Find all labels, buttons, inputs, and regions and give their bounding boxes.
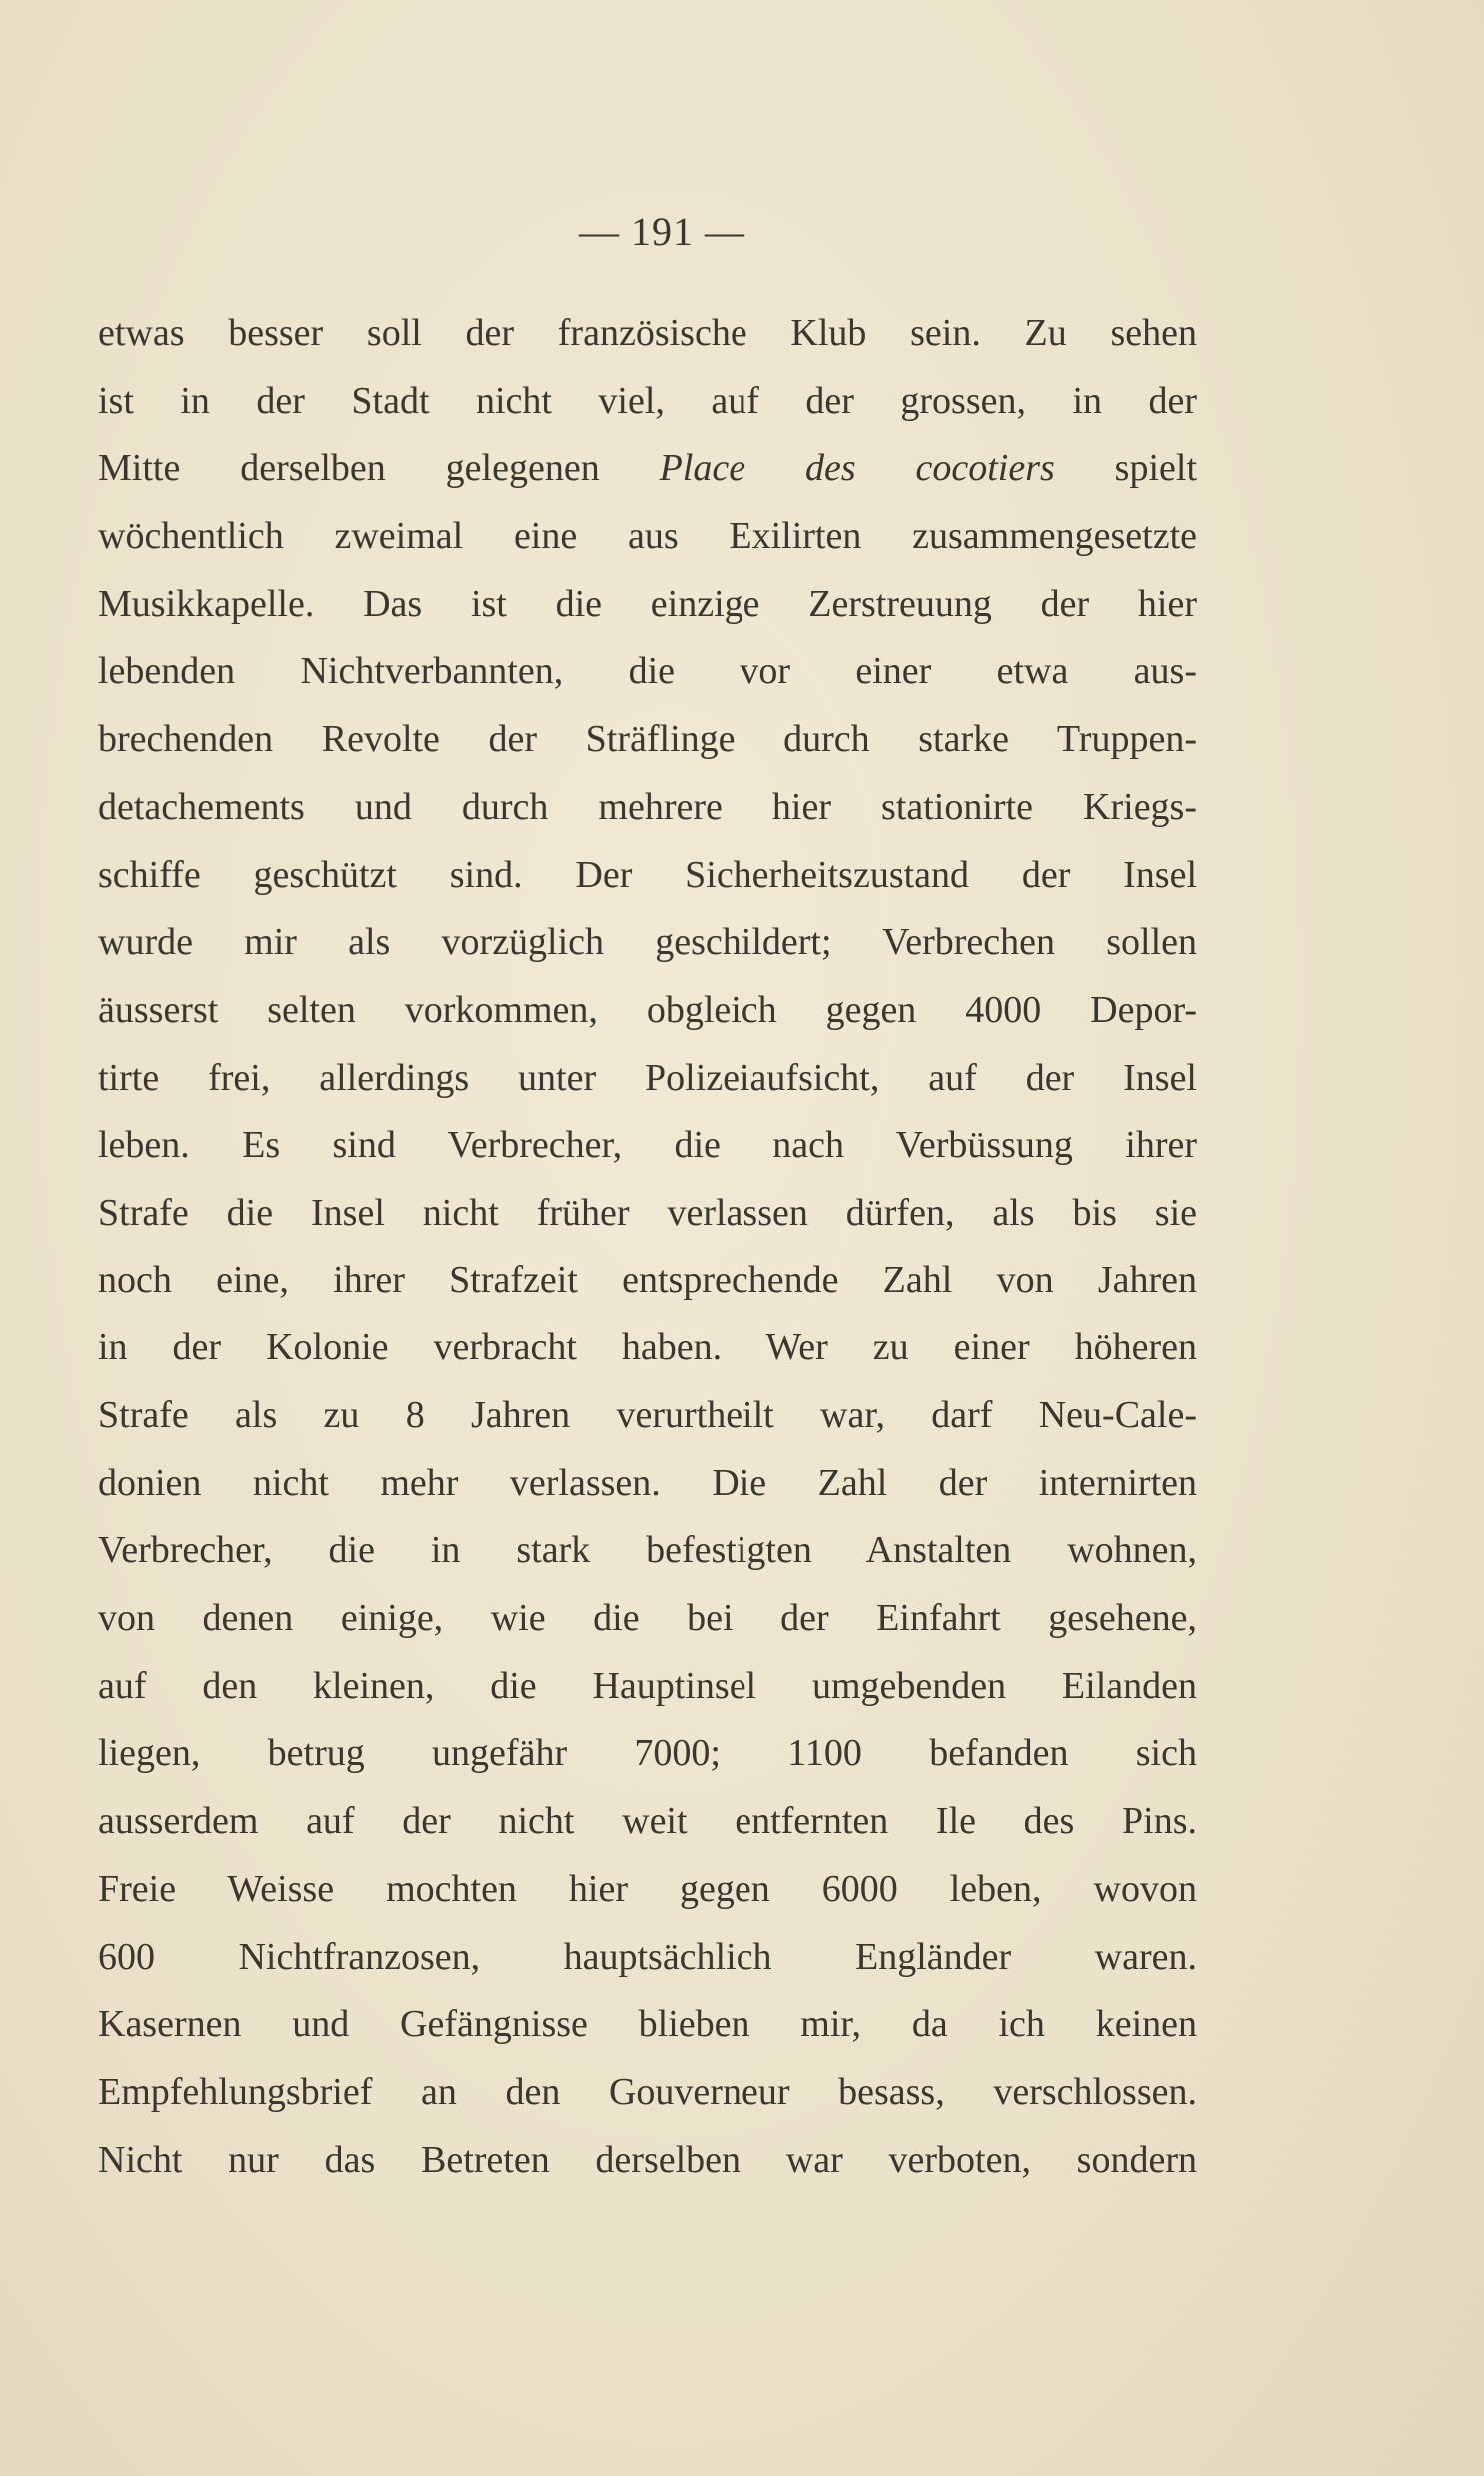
text-line: schiffe geschützt sind. Der Sicherheitszustand der Insel <box>98 853 1197 896</box>
body-text <box>98 300 1197 2194</box>
text-line: Mitte derselben gelegenen Place des cocotiers spielt <box>98 447 1198 490</box>
text-line: etwas besser soll der französische Klub sein. Zu sehen <box>98 312 1197 354</box>
text-line: Nicht nur das Betreten derselben war verboten, sondern <box>98 2138 1197 2181</box>
text-line: noch eine, ihrer Strafzeit entsprechende Zahl von Jahren <box>98 1258 1197 1301</box>
text-line: Empfehlungsbrief an den Gouverneur besass, verschlossen. <box>98 2070 1197 2113</box>
text-line: detachements und durch mehrere hier stationirte Kriegs- <box>98 785 1197 828</box>
text-line: Verbrecher, die in stark befestigten Anstalten wohnen, <box>98 1529 1197 1572</box>
text-line: ist in der Stadt nicht viel, auf der grossen, in der <box>98 379 1197 422</box>
text-line: leben. Es sind Verbrecher, die nach Verbüssung ihrer <box>98 1124 1197 1167</box>
text-line: von denen einige, wie die bei der Einfahrt gesehene, <box>98 1597 1197 1640</box>
text-line: Musikkapelle. Das ist die einzige Zerstreuung der hier <box>98 582 1197 625</box>
text-line: tirte frei, allerdings unter Polizeiaufsicht, auf der Insel <box>98 1056 1197 1099</box>
text-line: auf den kleinen, die Hauptinsel umgebenden Eilanden <box>98 1664 1197 1707</box>
text-line: Strafe als zu 8 Jahren verurtheilt war, darf Neu-Cale- <box>98 1394 1197 1436</box>
text-line: ausserdem auf der nicht weit entfernten Ile des Pins. <box>98 1800 1197 1843</box>
text-line: Strafe die Insel nicht früher verlassen dürfen, als bis sie <box>98 1191 1197 1234</box>
text-line: brechenden Revolte der Sträflinge durch starke Truppen- <box>98 718 1197 761</box>
text-line: wöchentlich zweimal eine aus Exilirten zusammengesetzte <box>98 515 1197 558</box>
page-number: — 191 — <box>579 209 745 254</box>
text-line: in der Kolonie verbracht haben. Wer zu einer höheren <box>98 1326 1197 1369</box>
text-line: Freie Weisse mochten hier gegen 6000 leben, wovon <box>98 1867 1197 1910</box>
text-line: äusserst selten vorkommen, obgleich gegen 4000 Depor- <box>98 988 1197 1031</box>
text-line: 600 Nichtfranzosen, hauptsächlich Engländer waren. <box>98 1935 1197 1978</box>
text-line: Kasernen und Gefängnisse blieben mir, da ich keinen <box>98 2003 1197 2046</box>
text-line: lebenden Nichtverbannten, die vor einer etwa aus- <box>98 650 1197 693</box>
text-line: wurde mir als vorzüglich geschildert; Verbrechen sollen <box>98 921 1197 964</box>
italic-phrase: Place des cocotiers <box>659 447 1055 490</box>
text-line: liegen, betrug ungefähr 7000; 1100 befanden sich <box>98 1732 1197 1775</box>
text-line: donien nicht mehr verlassen. Die Zahl der internirten <box>98 1461 1197 1504</box>
